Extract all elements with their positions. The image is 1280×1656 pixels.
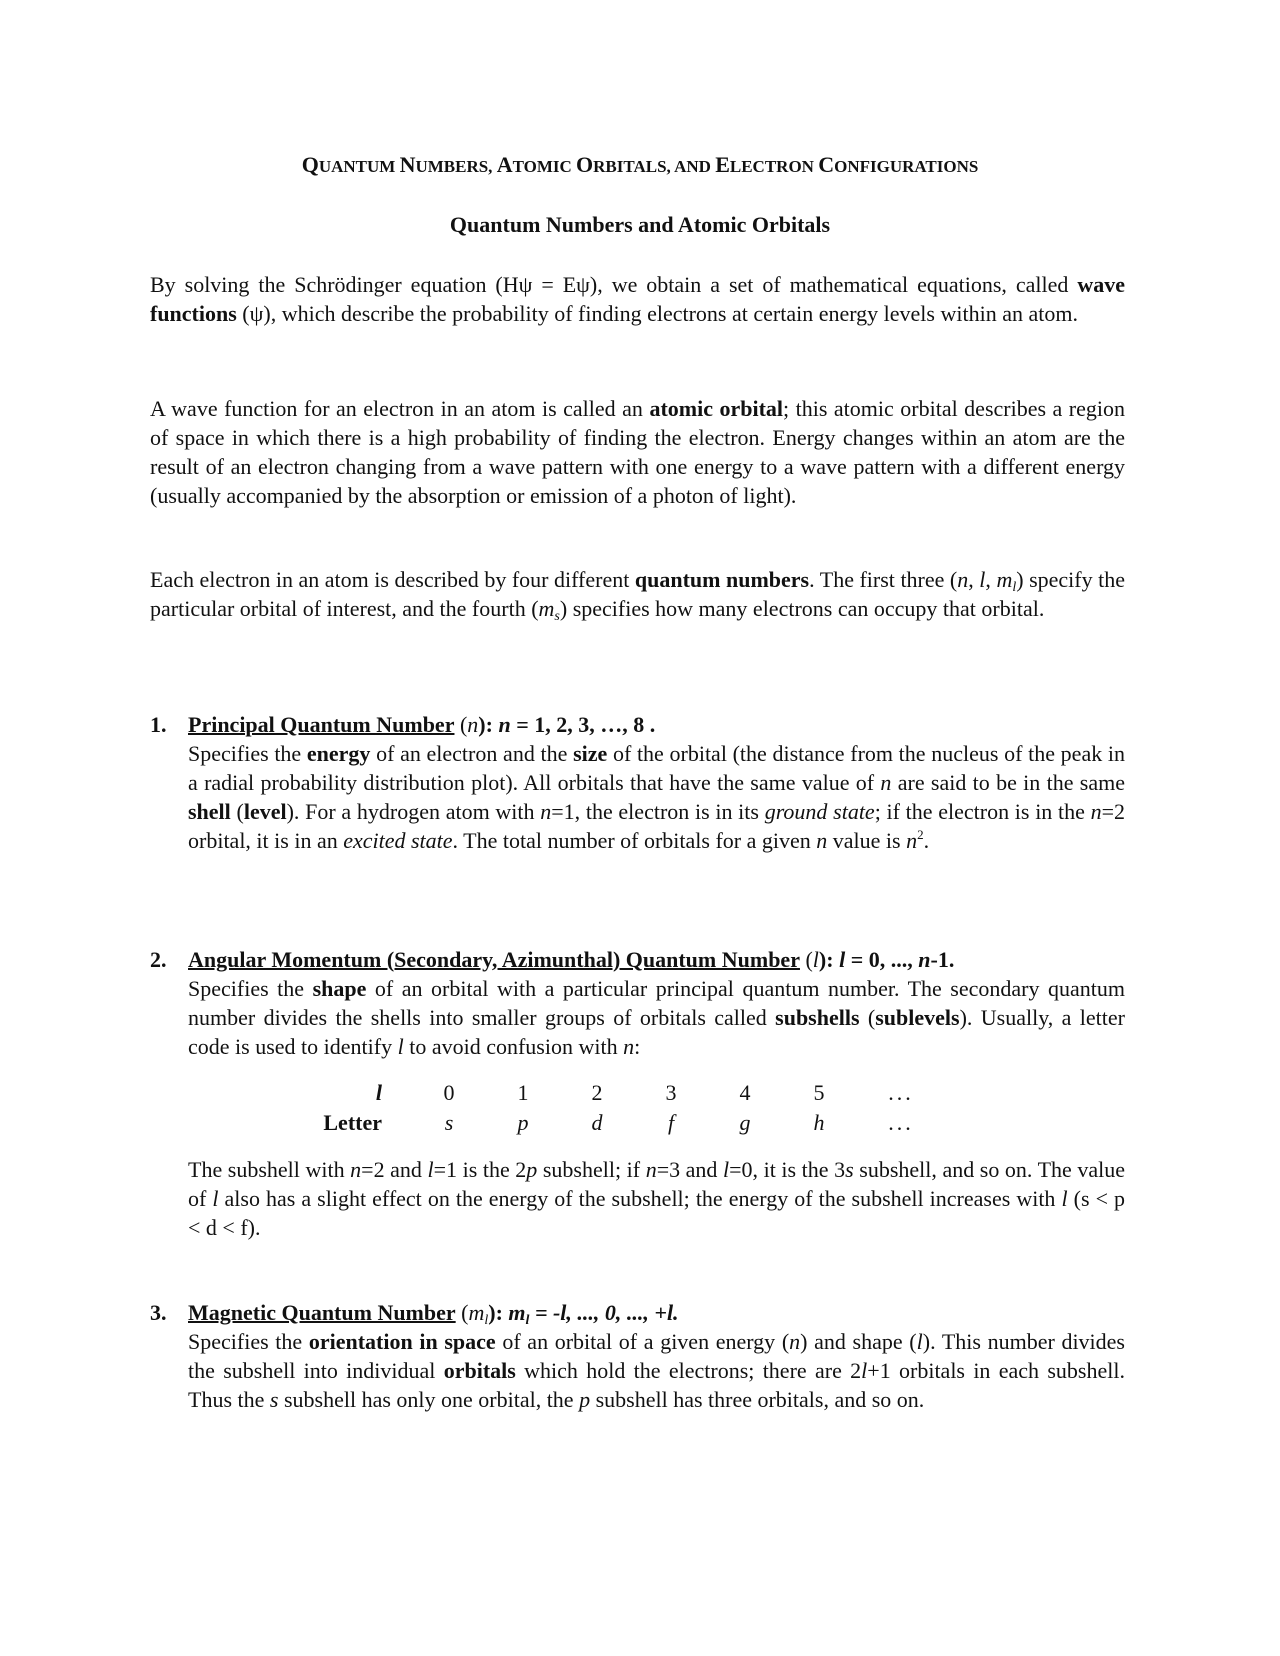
text: subshell has only one orbital, the (278, 1387, 580, 1412)
text: =1 is the 2 (433, 1157, 527, 1182)
text: of the orbital (the distance from the nucleus of the peak in a radial probability distribution plot). All orbitals that have the same value of (188, 741, 1125, 795)
title-text: LECTRON (729, 157, 819, 176)
text: which hold the electrons; there are 2 (515, 1358, 862, 1383)
var-n: n (957, 567, 969, 592)
text: Specifies the (188, 1329, 309, 1354)
title-text: TOMIC (512, 157, 577, 176)
var-m: m (508, 1300, 526, 1325)
var: n (350, 1157, 362, 1182)
text: ) and shape ( (800, 1329, 917, 1354)
text: value is (827, 828, 907, 853)
text: , (985, 567, 997, 592)
table-cell: 5 (813, 1080, 825, 1105)
text: , (968, 567, 980, 592)
paragraph-schrodinger (150, 270, 1125, 328)
var-sub-l: l (1012, 580, 1017, 595)
range-text: = 0, ..., (845, 947, 919, 972)
table-cell: 1 (517, 1080, 529, 1105)
range-text: -1. (930, 947, 955, 972)
var: l (212, 1186, 219, 1211)
var: s (269, 1387, 279, 1412)
table-cell: f (667, 1110, 675, 1135)
text: of an electron and the (370, 741, 574, 766)
text: . The total number of orbitals for a given (452, 828, 817, 853)
text: =2 orbital, it is in an (188, 799, 1126, 853)
title-text: ONFIGURATIONS (834, 157, 979, 176)
text: By solving the Schrödinger equation (Hψ = Eψ), we obtain a set of mathematical equations, called (150, 272, 1078, 297)
superscript: 2 (917, 827, 924, 842)
table-cell: 4 (739, 1080, 751, 1105)
text: ): (818, 947, 840, 972)
title-cap: A (496, 152, 513, 177)
term: shape (312, 976, 367, 1001)
var: l (861, 1358, 868, 1383)
letter-code-table (290, 1078, 946, 1138)
table-row (290, 1108, 946, 1138)
item-number: 3. (150, 1300, 167, 1325)
var: l (427, 1157, 434, 1182)
text: ( (454, 712, 468, 737)
row-label-l (290, 1078, 412, 1108)
var-m: m (538, 596, 555, 621)
var: n (623, 1034, 635, 1059)
text: ) specifies how many electrons can occupy that orbital. (559, 596, 1045, 621)
var: l (916, 1329, 923, 1354)
text: =0, it is the 3 (729, 1157, 846, 1182)
text: ). For a hydrogen atom with (286, 799, 541, 824)
term-wave-functions: wave functions (150, 272, 1125, 326)
text: subshell; if (537, 1157, 646, 1182)
var: p (526, 1157, 538, 1182)
term: energy (306, 741, 371, 766)
item-number: 2. (150, 947, 167, 972)
var-l: l (839, 947, 846, 972)
text: ). This number divides the subshell into individual (188, 1329, 1125, 1383)
term: shell (188, 799, 231, 824)
text: =3 and (656, 1157, 724, 1182)
title-cap: E (715, 152, 730, 177)
text: Specifies the (188, 741, 307, 766)
term-quantum-numbers: quantum numbers (634, 567, 810, 592)
text: Specifies the (188, 976, 313, 1001)
heading-text: Principal Quantum Number (188, 712, 455, 737)
range-text: = 1, 2, 3, …, 8 . (510, 712, 656, 737)
text: Each electron in an atom is described by four different (150, 567, 635, 592)
item-heading (188, 710, 1125, 739)
text: ; if the electron is in the (874, 799, 1091, 824)
var-l: l (979, 567, 986, 592)
text: of an orbital with a particular principal quantum number. The secondary quantum number divides the shells into smaller groups of orbitals called (188, 976, 1125, 1030)
text: ; this atomic orbital describes a region of space in which there is a high probability of finding the electron. Energy changes within an atom are the result of an electron changing from a wave pattern with one energy to a wave pattern with a different energy (usually accompanied by the absorption or emission of a photon of light). (150, 396, 1125, 508)
title-cap: C (818, 152, 835, 177)
table-cell: 2 (591, 1080, 603, 1105)
title-text: UMBERS, (415, 157, 497, 176)
text: ). Usually, a letter code is used to identify (188, 1005, 1125, 1059)
range-text: = -l, ..., 0, ..., +l. (529, 1300, 679, 1325)
text: (s < p < d < f). (188, 1186, 1126, 1240)
var: n (645, 1157, 657, 1182)
heading-text: Angular Momentum (Secondary, Azimunthal) Quantum Number (188, 947, 800, 972)
text: ( (455, 1300, 469, 1325)
list-item-principal (150, 710, 1125, 855)
text: ): (488, 1300, 509, 1325)
var-sub-l: l (484, 1313, 489, 1328)
term: level (243, 799, 287, 824)
item-body (188, 974, 1125, 1061)
paragraph-quantum-numbers (150, 565, 1125, 623)
term: orbitals (443, 1358, 516, 1383)
text: subshell, and so on. The value of (188, 1157, 1126, 1211)
var-m: m (996, 567, 1013, 592)
table-ellipsis: ... (888, 1110, 914, 1135)
text: +1 orbitals in each subshell. Thus the (188, 1358, 1125, 1412)
heading-text: Magnetic Quantum Number (188, 1300, 456, 1325)
var-m: m (468, 1300, 485, 1325)
var: n (906, 828, 918, 853)
var: p (579, 1387, 591, 1412)
var-n: n (467, 712, 479, 737)
text: . The first three ( (809, 567, 958, 592)
item-body (188, 1327, 1125, 1414)
term: subshells (775, 1005, 860, 1030)
item-body (188, 739, 1125, 855)
table-cell: 3 (665, 1080, 677, 1105)
var: l (723, 1157, 730, 1182)
title-cap: Q (301, 152, 319, 177)
term-italic: excited state (343, 828, 453, 853)
section-subtitle: Quantum Numbers and Atomic Orbitals (449, 212, 831, 237)
item-heading (188, 1298, 1125, 1327)
label: l (375, 1080, 382, 1105)
table-cell: d (591, 1110, 603, 1135)
term: size (573, 741, 608, 766)
var: n (540, 799, 552, 824)
var-sub-l: l (525, 1313, 530, 1328)
item-body (188, 1155, 1125, 1242)
item-2-followup (150, 1155, 1125, 1242)
text: . (923, 828, 930, 853)
text: are said to be in the same (891, 770, 1125, 795)
table-cell: p (517, 1110, 529, 1135)
text: ( (230, 799, 244, 824)
item-number: 1. (150, 712, 167, 737)
term: sublevels (875, 1005, 960, 1030)
title-cap: N (399, 152, 416, 177)
table-cell: g (739, 1110, 751, 1135)
var-n: n (918, 947, 931, 972)
text: subshell has three orbitals, and so on. (590, 1387, 925, 1412)
text: of an orbital of a given energy ( (495, 1329, 790, 1354)
table-cell: s (444, 1110, 454, 1135)
text: ( (859, 1005, 876, 1030)
text: =2 and (361, 1157, 428, 1182)
title-cap: O (576, 152, 594, 177)
term: orientation in space (308, 1329, 496, 1354)
term-atomic-orbital: atomic orbital (649, 396, 784, 421)
title-text: RBITALS, AND (593, 157, 716, 176)
list-item-magnetic (150, 1298, 1125, 1414)
var-l: l (812, 947, 819, 972)
text: A wave function for an electron in an atom is called an (150, 396, 650, 421)
text: to avoid confusion with (403, 1034, 624, 1059)
var: l (1061, 1186, 1068, 1211)
term-italic: ground state (764, 799, 875, 824)
text: : (634, 1034, 641, 1059)
var-n: n (498, 712, 511, 737)
text: also has a slight effect on the energy of the subshell; the energy of the subshell increases with (218, 1186, 1062, 1211)
row-label-letter: Letter (323, 1110, 382, 1135)
text: (ψ), which describe the probability of finding electrons at certain energy levels within an atom. (236, 301, 1078, 326)
title-text: UANTUM (318, 157, 400, 176)
table-ellipsis: ... (888, 1080, 914, 1105)
text: ): (478, 712, 499, 737)
table-cell: h (813, 1110, 825, 1135)
text: ( (799, 947, 813, 972)
var: n (789, 1329, 801, 1354)
paragraph-atomic-orbital (150, 394, 1125, 510)
table-cell: 0 (443, 1080, 455, 1105)
text: ) specify the particular orbital of interest, and the fourth ( (150, 567, 1126, 621)
var: n (880, 770, 892, 795)
var: s (845, 1157, 854, 1182)
document-title (0, 152, 1280, 178)
list-item-angular (150, 945, 1125, 1061)
var: l (397, 1034, 404, 1059)
text: =1, the electron is in its (551, 799, 765, 824)
var: n (1090, 799, 1102, 824)
var: n (816, 828, 828, 853)
item-heading (188, 945, 1125, 974)
var-sub-s: s (554, 609, 560, 624)
text: The subshell with (188, 1157, 351, 1182)
table-row (290, 1078, 946, 1108)
